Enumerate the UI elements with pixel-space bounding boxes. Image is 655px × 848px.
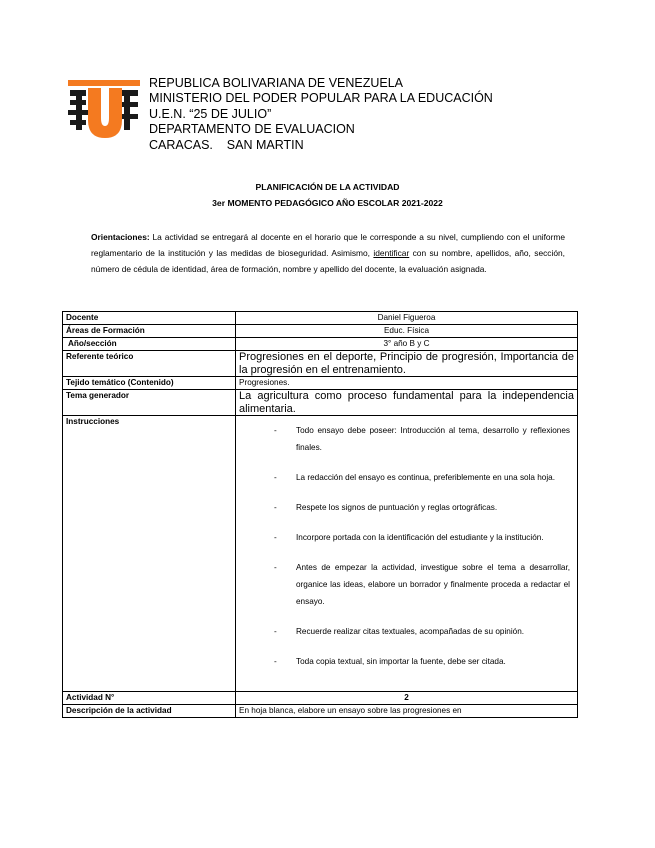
table-row — [63, 312, 578, 325]
referente-value: Progresiones en el deporte, Principio de progresión, Importancia de la progresión en el entrenamiento. — [236, 351, 578, 377]
row-label-tema: Tema generador — [63, 390, 236, 416]
list-item: - Incorpore portada con la identificación del estudiante y la institución. — [274, 529, 570, 546]
orientaciones-underlined: identificar — [373, 248, 410, 258]
school-logo — [68, 78, 140, 140]
list-item: - Recuerde realizar citas textuales, acompañadas de su opinión. — [274, 623, 570, 640]
table-row — [63, 338, 578, 351]
orientaciones-text: La actividad se entregará al docente en el horario que le corresponde a su nivel, cumpliendo con el uniforme reglamentario de la institución y las medidas de bioseguridad. Asimismo, — [91, 232, 565, 258]
list-item: - Antes de empezar la actividad, investigue sobre el tema a desarrollar, organice las ideas, elabore un borrador y finalmente proceda a redactar el ensayo. — [274, 559, 570, 610]
orientaciones-label: Orientaciones: — [91, 232, 150, 242]
header-line: U.E.N. “25 DE JULIO” — [149, 106, 272, 121]
table-row — [63, 377, 578, 390]
orientaciones-text-end: con su nombre, apellidos, año, sección, número de cédula de identidad, área de formación, nombre y apellido del docente, la evaluación asignada. — [91, 248, 565, 274]
document-subtitle: 3er MOMENTO PEDAGÓGICO AÑO ESCOLAR 2021-2022 — [212, 198, 443, 208]
areas-value: Educ. Física — [236, 325, 578, 338]
seccion-value: 3° año B y C — [236, 338, 578, 351]
row-label-descripcion: Descripción de la actividad — [63, 705, 236, 718]
list-item: - Todo ensayo debe poseer: Introducción al tema, desarrollo y reflexiones finales. — [274, 422, 570, 456]
row-label-docente: Docente — [63, 312, 236, 325]
table-row — [63, 416, 578, 692]
table-row — [63, 325, 578, 338]
row-label-actividad: Actividad N° — [63, 692, 236, 705]
tejido-value: Progresiones. — [236, 377, 578, 390]
row-label-seccion: Año/sección — [63, 338, 236, 351]
row-label-referente: Referente teórico — [63, 351, 236, 377]
instrucciones-list — [239, 422, 574, 691]
list-item: - Toda copia textual, sin importar la fuente, debe ser citada. — [274, 653, 570, 670]
table-row — [63, 390, 578, 416]
table-row — [63, 692, 578, 705]
list-item: - La redacción del ensayo es continua, preferiblemente en una sola hoja. — [274, 469, 570, 486]
header-line: REPUBLICA BOLIVARIANA DE VENEZUELA — [149, 76, 404, 90]
activity-table — [62, 311, 578, 718]
institution-header — [149, 76, 493, 153]
header-line: DEPARTAMENTO DE EVALUACION — [149, 122, 355, 137]
header-line: MINISTERIO DEL PODER POPULAR PARA LA EDUCACIÓN — [149, 91, 493, 106]
orientaciones-paragraph — [91, 229, 565, 277]
table-row — [63, 351, 578, 377]
list-item: - Respete los signos de puntuación y reglas ortográficas. — [274, 499, 570, 516]
row-label-areas: Áreas de Formación — [63, 325, 236, 338]
table-row — [63, 705, 578, 718]
document-title: PLANIFICACIÓN DE LA ACTIVIDAD — [255, 182, 400, 192]
header-line: CARACAS. SAN MARTIN — [149, 137, 304, 152]
row-label-tejido: Tejido temático (Contenido) — [63, 377, 236, 390]
docente-value: Daniel Figueroa — [236, 312, 578, 325]
actividad-value: 2 — [236, 692, 578, 705]
instrucciones-cell — [236, 416, 578, 692]
descripcion-value: En hoja blanca, elabore un ensayo sobre las progresiones en — [236, 705, 578, 718]
tema-value: La agricultura como proceso fundamental para la independencia alimentaria. — [236, 390, 578, 416]
row-label-instrucciones: Instrucciones — [63, 416, 236, 692]
